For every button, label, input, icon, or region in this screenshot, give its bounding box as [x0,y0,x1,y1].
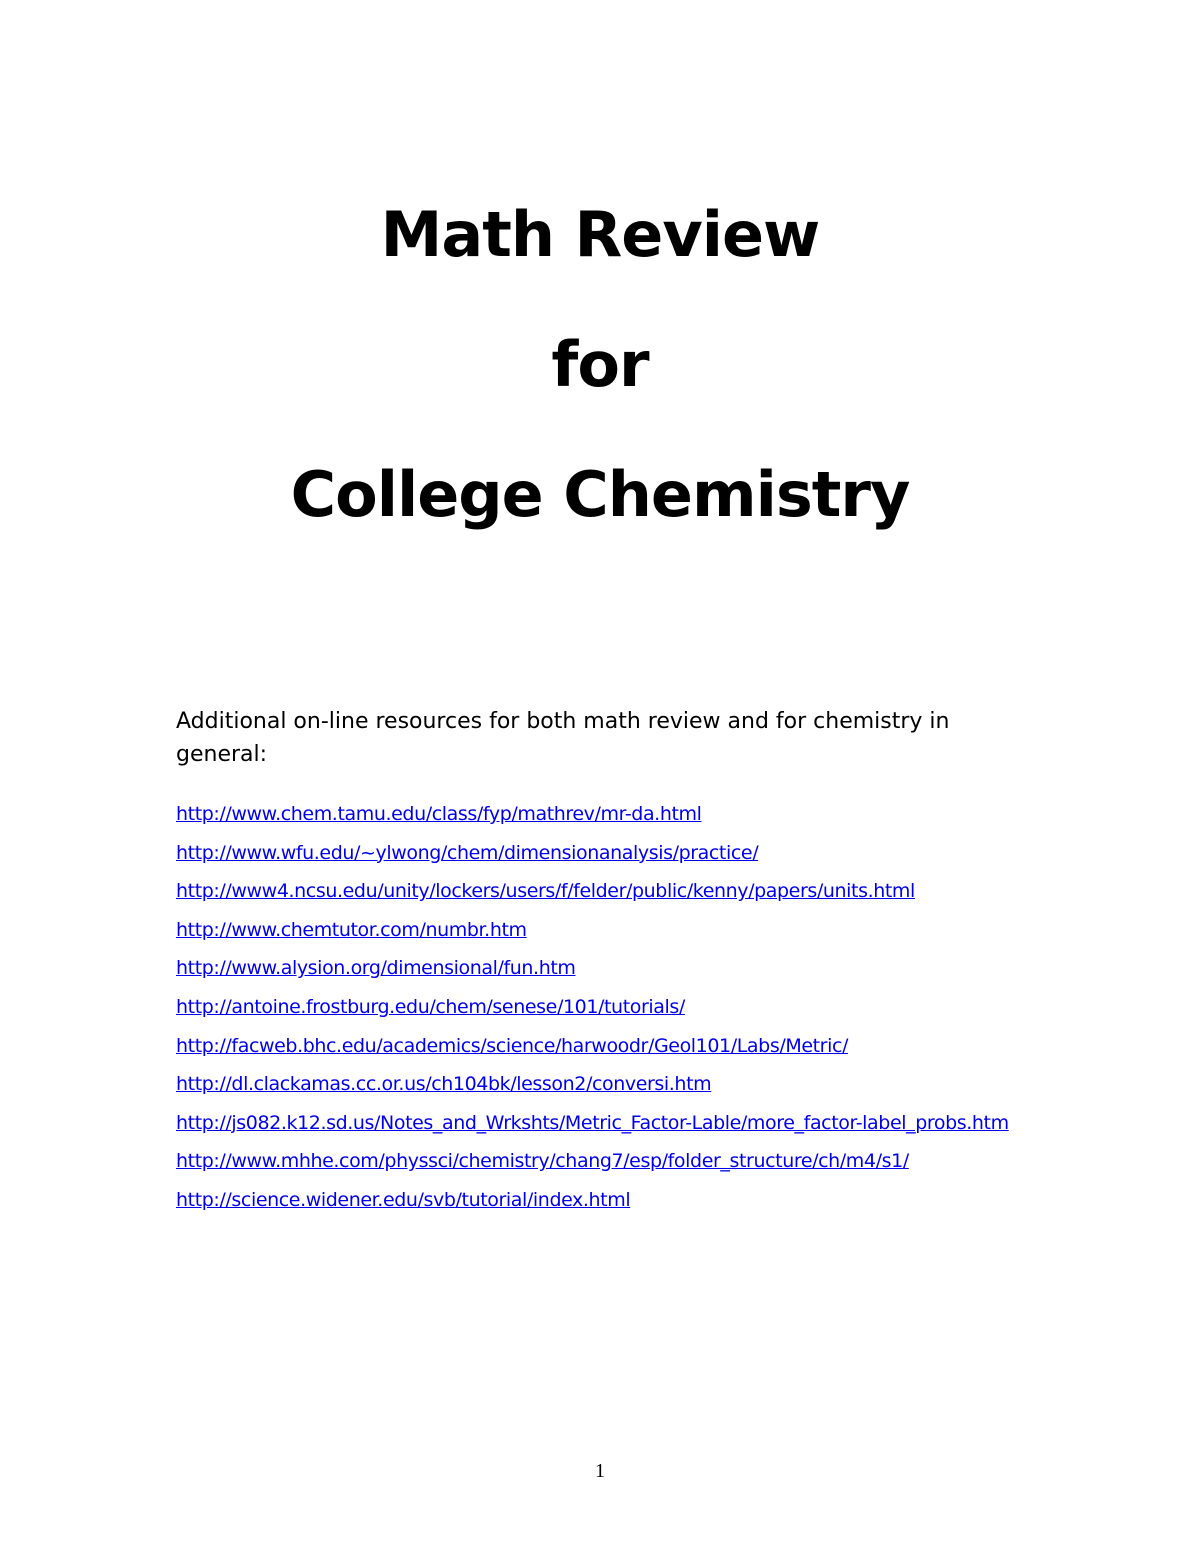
list-item [176,1070,1076,1109]
resource-link-7[interactable]: http://facweb.bhc.edu/academics/science/harwoodr/Geol101/Labs/Metric/ [176,1034,849,1057]
list-item [176,877,1076,916]
resource-link-10[interactable]: http://www.mhhe.com/physsci/chemistry/chang7/esp/folder_structure/ch/m4/s1/ [176,1150,909,1173]
resource-link-2[interactable]: http://www.wfu.edu/~ylwong/chem/dimensionanalysis/practice/ [176,841,759,864]
resource-link-4[interactable]: http://www.chemtutor.com/numbr.htm [176,918,527,941]
list-item [176,1147,1076,1186]
resource-link-5[interactable]: http://www.alysion.org/dimensional/fun.htm [176,957,576,980]
list-item [176,1032,1076,1071]
resource-link-3[interactable]: http://www4.ncsu.edu/unity/lockers/users/f/felder/public/kenny/papers/units.html [176,880,915,903]
list-item [176,800,1076,839]
title-line-3: College Chemistry [290,458,910,531]
resource-link-9[interactable]: http://js082.k12.sd.us/Notes_and_Wrkshts/Metric_Factor-Lable/more_factor-label_probs.htm [176,1111,1009,1134]
list-item [176,916,1076,955]
resource-link-8[interactable]: http://dl.clackamas.cc.or.us/ch104bk/lesson2/conversi.htm [176,1073,712,1096]
resource-link-6[interactable]: http://antoine.frostburg.edu/chem/senese/101/tutorials/ [176,995,685,1018]
resource-link-1[interactable]: http://www.chem.tamu.edu/class/fyp/mathrev/mr-da.html [176,803,702,825]
title-line-1: Math Review [380,198,820,271]
list-item [176,1186,1076,1225]
list-item [176,1109,1076,1148]
page-number: 1 [595,1460,605,1482]
resource-link-list [176,800,1076,1225]
list-item [176,954,1076,993]
intro-paragraph: Additional on-line resources for both math review and for chemistry in general: [176,709,950,767]
title-line-2: for [551,328,649,401]
list-item [176,839,1076,878]
list-item [176,993,1076,1032]
resource-link-11[interactable]: http://science.widener.edu/svb/tutorial/index.html [176,1188,631,1211]
